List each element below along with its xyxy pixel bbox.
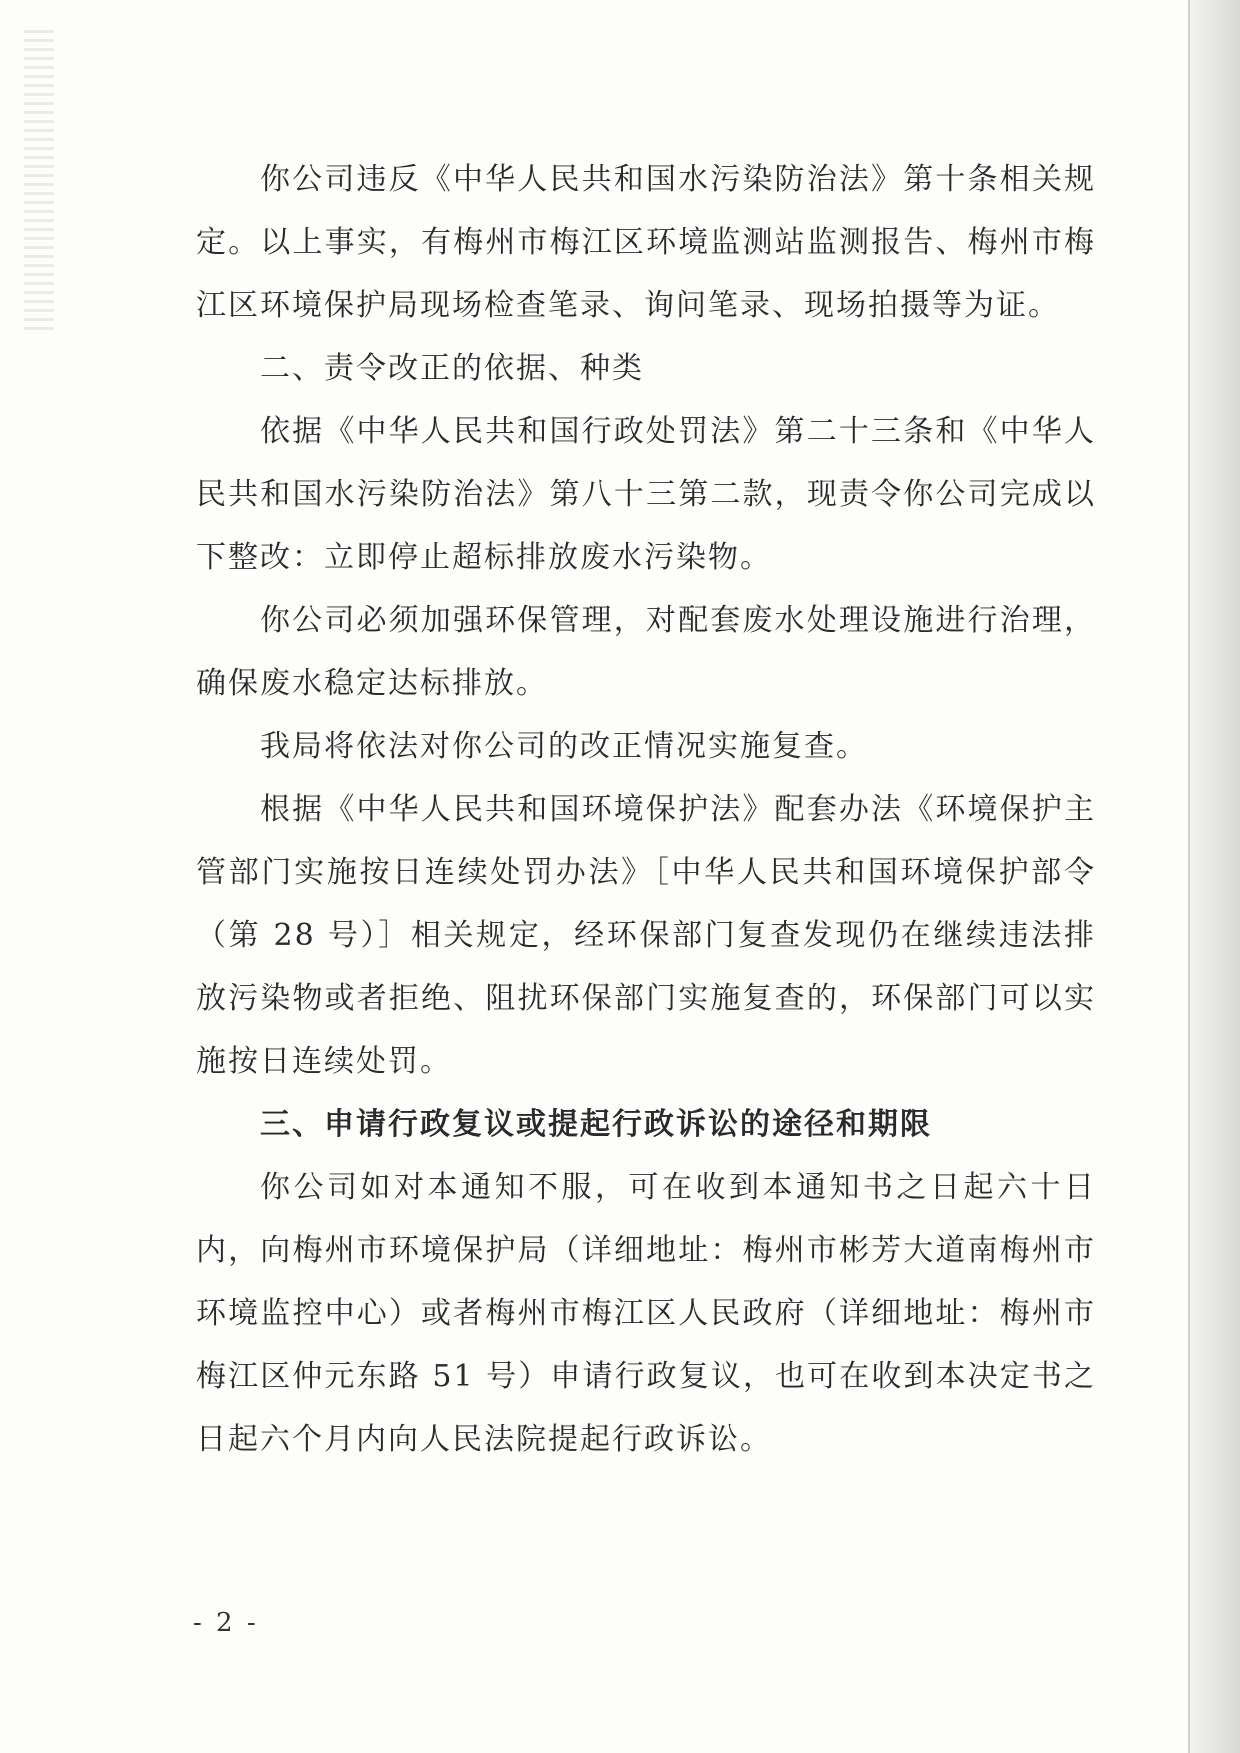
section-heading-rectification-basis: 二、责令改正的依据、种类 — [260, 351, 644, 386]
scan-artifact — [24, 30, 54, 330]
section-heading-appeal: 三、申请行政复议或提起行政诉讼的途径和期限 — [260, 1107, 932, 1142]
paragraph-appeal-details: 你公司如对本通知不服，可在收到本通知书之日起六十日内，向梅州市环境保护局（详细地址：梅州市彬芳大道南梅州市环境监控中心）或者梅州市梅江区人民政府（详细地址：梅州市梅江区仲元东路 51 号）申请行政复议，也可在收到本决定书之日起六个月内向人民法院提起行政诉讼。 — [196, 1170, 1096, 1457]
paragraph-rectification-order: 依据《中华人民共和国行政处罚法》第二十三条和《中华人民共和国水污染防治法》第八十三第二款，现责令你公司完成以下整改：立即停止超标排放废水污染物。 — [196, 414, 1096, 575]
document-body — [196, 148, 1096, 1471]
paragraph-violation-facts: 你公司违反《中华人民共和国水污染防治法》第十条相关规定。以上事实，有梅州市梅江区环境监测站监测报告、梅州市梅江区环境保护局现场检查笔录、询问笔录、现场拍摄等为证。 — [196, 162, 1096, 323]
paragraph-management-requirement: 你公司必须加强环保管理，对配套废水处理设施进行治理，确保废水稳定达标排放。 — [196, 603, 1096, 701]
page-number: - 2 - — [193, 1608, 259, 1638]
paragraph-reinspection: 我局将依法对你公司的改正情况实施复查。 — [260, 729, 868, 764]
paragraph-daily-penalty: 根据《中华人民共和国环境保护法》配套办法《环境保护主管部门实施按日连续处罚办法》［中华人民共和国环境保护部令（第 28 号）］相关规定，经环保部门复查发现仍在继续违法排放污染物或者拒绝、阻扰环保部门实施复查的，环保部门可以实施按日连续处罚。 — [196, 792, 1096, 1079]
scan-edge — [1188, 0, 1240, 1753]
